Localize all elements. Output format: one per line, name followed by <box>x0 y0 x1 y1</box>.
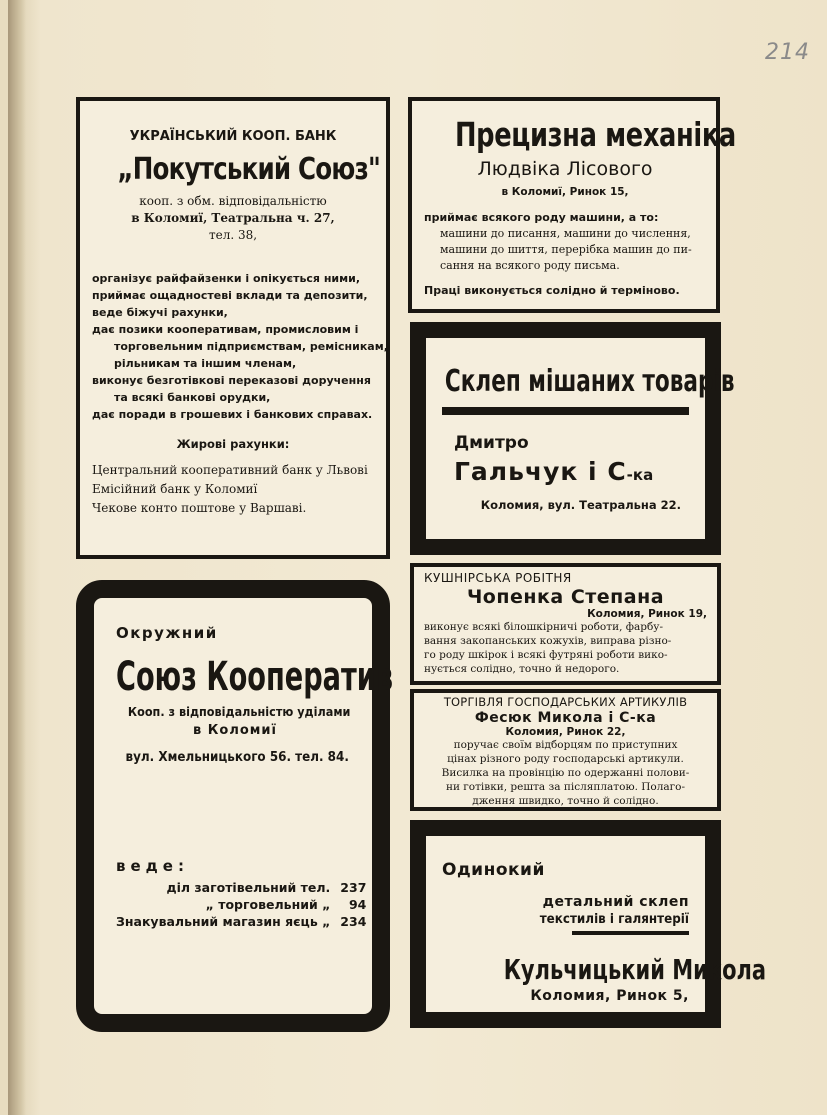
ad7-label: Одинокий <box>442 860 545 880</box>
page-number-handwritten: 214 <box>765 40 810 65</box>
ad7-address: Коломия, Ринок 5, <box>530 988 689 1004</box>
ad6-sub2: в Коломиї <box>193 723 277 738</box>
ad1-accounts-header: Жирові рахунки: <box>176 437 290 451</box>
ad1-account-line: Емісійний банк у Коломиї <box>92 482 258 496</box>
ad1-account-line: Чекове конто поштове у Варшаві. <box>92 501 307 515</box>
ad1-service-line: дає позики кооперативам, промисловим і <box>92 323 359 336</box>
ad6-department-row <box>116 896 366 913</box>
ad5-body-line: ни готівки, решта за післяплатою. Полаго- <box>445 781 686 793</box>
ad4-body <box>424 620 707 676</box>
ad-household-goods-trade <box>410 689 721 811</box>
ad4-body-line: го роду шкірок і всякі футряні роботи вико- <box>424 649 668 661</box>
ad6-sub1: Кооп. з відповідальністю уділами <box>127 704 351 719</box>
ad1-title-big: „Покутський Союз" <box>117 152 380 187</box>
ad1-sub3: тел. 38, <box>208 228 258 242</box>
ad4-name: Чопенка Степана <box>466 586 665 608</box>
ad1-sub2: в Коломиї, Театральна ч. 27, <box>131 211 335 225</box>
ad2-services-list <box>424 210 706 274</box>
ad6-department-number: 234 <box>340 914 367 929</box>
ad6-label: Окружний <box>116 624 218 642</box>
ad4-body-line: вання закопанських кожухів, виправа різно- <box>424 635 672 647</box>
ad3-surname-suffix: -ка <box>626 466 654 484</box>
ad1-service-line: та всякі банкові орудки, <box>114 391 271 404</box>
ad3-surname: Гальчук і С <box>454 457 627 486</box>
ad2-service-line: приймає всякого роду машини, а то: <box>424 211 659 224</box>
ad1-service-line: виконує безготівкові переказові доручення <box>92 374 371 387</box>
ad6-department-number: 237 <box>340 880 367 895</box>
ad2-service-line: машини до шиття, перерібка машин до пи- <box>440 243 692 256</box>
ad2-service-line: машини до писання, машини до числення, <box>440 227 691 240</box>
ad1-service-line: рільникам та іншим членам, <box>114 357 297 370</box>
ad4-address: Коломия, Ринок 19, <box>587 608 707 620</box>
ad6-department-row <box>116 913 366 930</box>
ad6-departments-table <box>116 879 366 930</box>
ad6-department-row <box>116 879 366 896</box>
ad3-divider <box>442 407 689 415</box>
ad-mixed-goods-store <box>410 322 735 555</box>
ad2-title: Прецизна механіка <box>455 115 736 154</box>
ad4-header: КУШНІРСЬКА РОБІТНЯ <box>424 571 572 585</box>
ad6-department-label: Знакувальний магазин яєць „ <box>116 914 331 929</box>
ad1-sub1: кооп. з обм. відповідальністю <box>139 194 327 208</box>
ad4-body-line: виконує всякі білошкірничі роботи, фарбу- <box>424 621 663 633</box>
ad-cooperative-union <box>76 580 394 1032</box>
ad1-title-small: УКРАЇНСЬКИЙ КООП. БАНК <box>129 129 337 144</box>
ad2-owner: Людвіка Лісового <box>477 158 653 180</box>
ad7-line2: текстилів і галянтерії <box>539 912 689 927</box>
ad2-closing: Праці виконується солідно й терміново. <box>424 284 680 297</box>
ad1-service-line: торговельним підприємствам, ремісникам, <box>114 340 388 353</box>
ad3-surname-line <box>442 457 689 486</box>
ad1-account-line: Центральний кооперативний банк у Львові <box>92 463 368 477</box>
ad6-vede: веде: <box>116 857 189 875</box>
ad-textile-store <box>410 820 767 1028</box>
ad5-body-line: поручає своїм відборцям по приступних <box>453 739 678 751</box>
ad1-accounts-list <box>92 461 374 518</box>
ad7-divider <box>572 931 689 935</box>
ad1-service-line: дає поради в грошевих і банкових справах. <box>92 408 373 421</box>
ad6-title: Союз Кооператив <box>116 654 394 700</box>
ad1-service-line: веде біжучі рахунки, <box>92 306 228 319</box>
ad1-services-list <box>92 270 388 423</box>
ad-bank-pokutskyi-soyuz <box>76 97 390 559</box>
ad1-subtitle <box>92 193 374 244</box>
ad5-name: Фесюк Микола і С-ка <box>474 710 657 726</box>
ad5-body-line: Висилка на провінцію по одержанні полови- <box>441 767 690 779</box>
ad6-department-number: 94 <box>348 897 367 912</box>
ad6-department-label: діл заготівельний тел. <box>166 880 331 895</box>
ad1-service-line: організує райфайзенки і опікується ними, <box>92 272 361 285</box>
ad6-department-label: „ торговельний „ <box>205 897 331 912</box>
ad2-address: в Коломиї, Ринок 15, <box>501 186 629 198</box>
ad7-line1: детальний склеп <box>542 894 689 910</box>
ad6-address: вул. Хмельницького 56. тел. 84. <box>125 750 349 765</box>
ad4-body-line: нується солідно, точно й недорого. <box>424 663 620 675</box>
ad5-body-line: дження швидко, точно й солідно. <box>472 795 659 807</box>
ad3-title: Склеп мішаних товарів <box>444 364 735 399</box>
ad3-first-name: Дмитро <box>454 433 529 453</box>
ad5-header: ТОРГІВЛЯ ГОСПОДАРСЬКИХ АРТИКУЛІВ <box>443 695 688 709</box>
ad7-owner: Кульчицький Микола <box>503 953 767 986</box>
page-binding <box>8 0 26 1115</box>
ad2-service-line: сання на всякого роду письма. <box>440 259 620 272</box>
ad-precision-mechanics <box>408 97 736 313</box>
ad3-address: Коломия, вул. Театральна 22. <box>480 498 681 512</box>
ad5-body-line: цінах різного роду господарські артикули. <box>447 753 684 765</box>
ad5-address: Коломия, Ринок 22, <box>505 726 626 738</box>
ad-furrier-workshop <box>410 563 721 685</box>
ad5-body <box>422 738 709 808</box>
ad1-service-line: приймає ощадностеві вклади та депозити, <box>92 289 368 302</box>
